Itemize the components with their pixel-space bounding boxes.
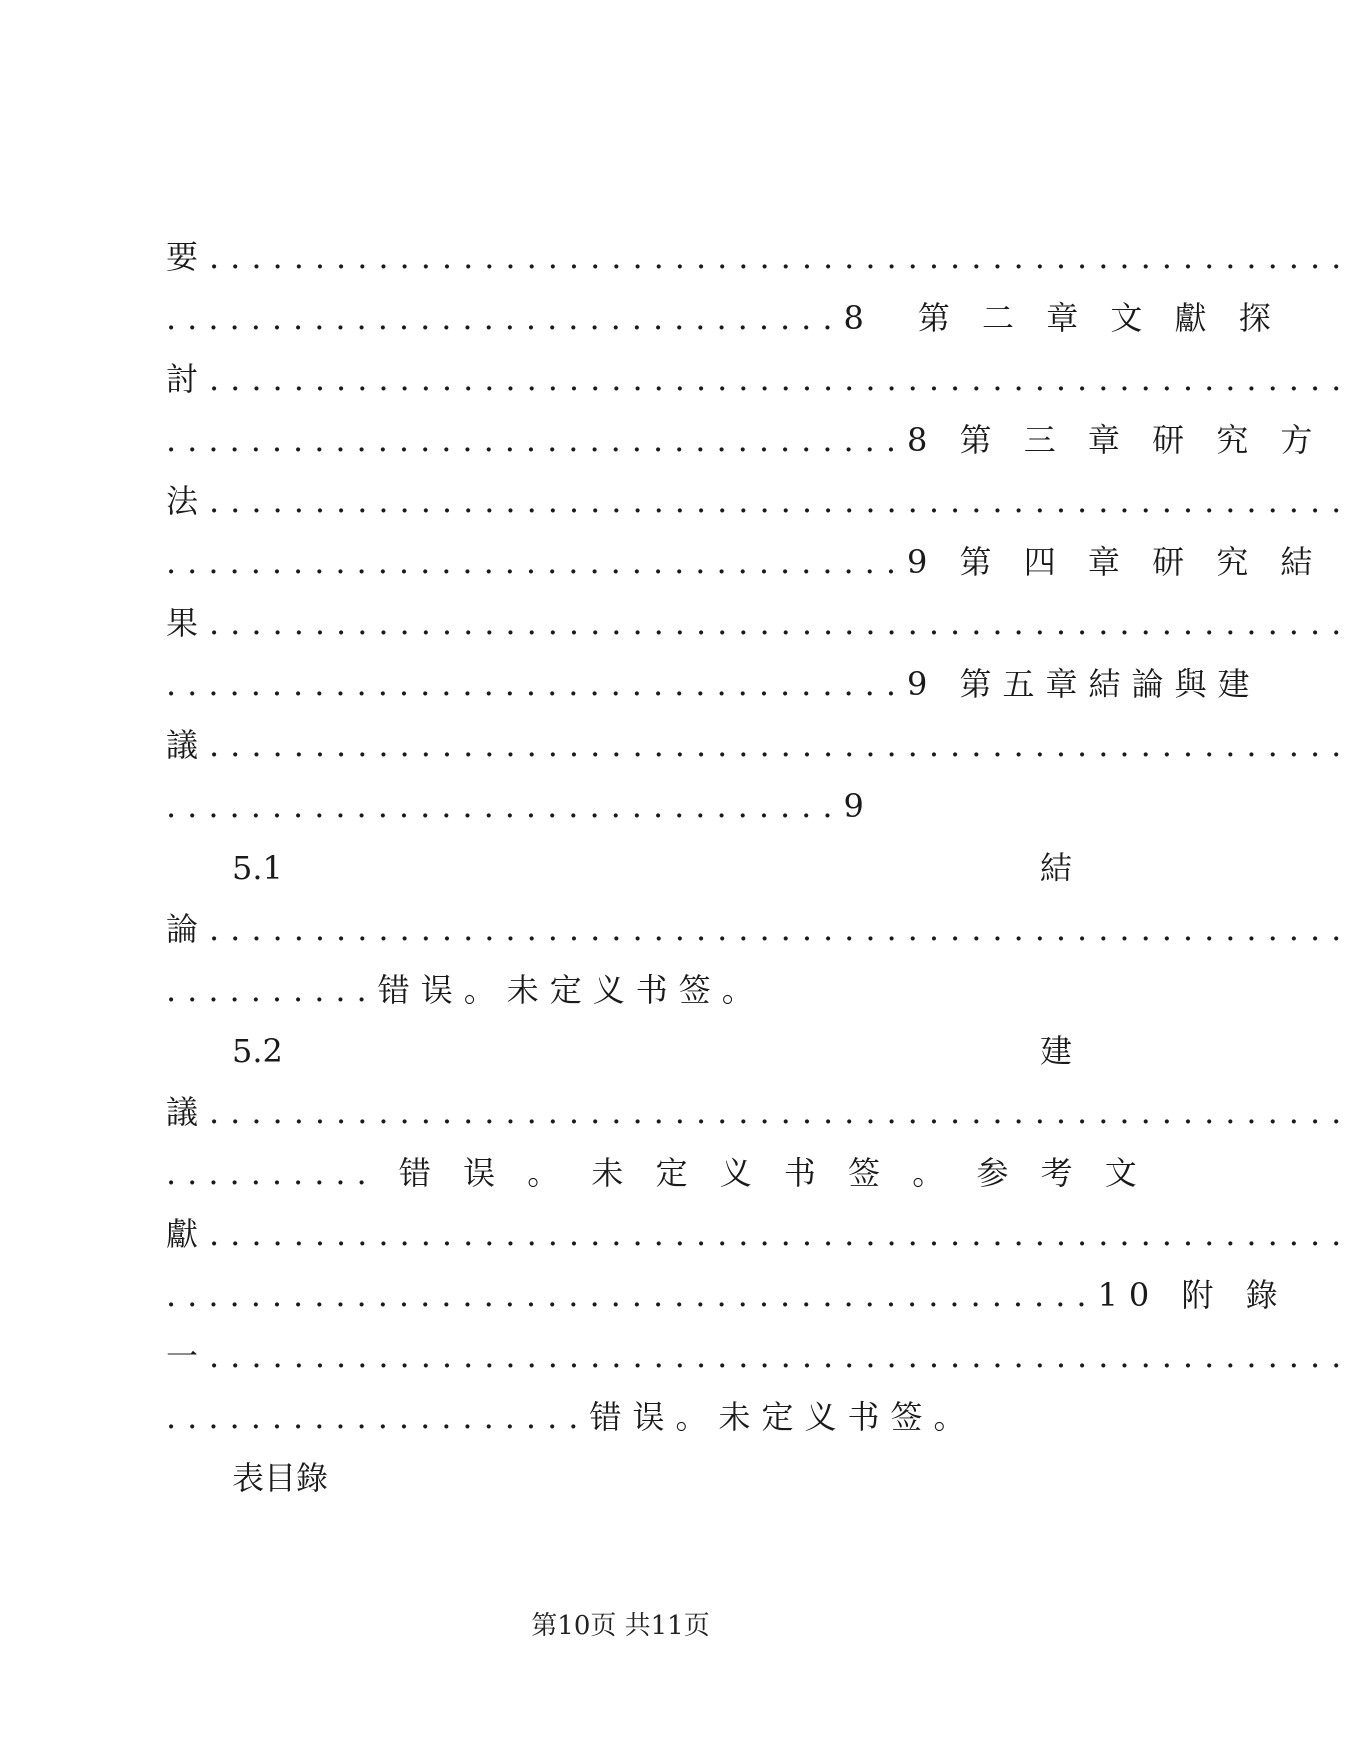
toc-line: ................................9: [166, 787, 875, 825]
toc-line: ................................8 第 二 章 文 獻 探: [166, 299, 1282, 337]
toc-line: 獻......................................................: [166, 1215, 1352, 1253]
toc-line: 要......................................................: [166, 238, 1352, 276]
toc-line: 議......................................................: [166, 1093, 1352, 1131]
toc-line: 果......................................................: [166, 604, 1352, 642]
section-number: 5.2: [232, 1032, 283, 1070]
section-title-start: 結: [1039, 849, 1072, 887]
toc-line: 論......................................................: [166, 910, 1352, 948]
toc-line: ...................................9 第 四 章 研 究 結: [166, 543, 1324, 581]
page-footer: 第10页 共11页: [531, 1611, 710, 1641]
toc-line: ...................................9 第五章結論與建: [166, 665, 1261, 703]
toc-line: 討......................................................: [166, 360, 1352, 398]
list-of-tables-heading: 表目錄: [232, 1459, 329, 1497]
section-number: 5.1: [232, 849, 283, 887]
toc-line: 一......................................................: [166, 1337, 1352, 1375]
toc-section-heading: [232, 1026, 1084, 1076]
toc-line: ...................................8 第 三 章 研 究 方: [166, 421, 1324, 459]
toc-line: ....................错误。未定义书签。: [166, 1398, 977, 1436]
toc-line: 法......................................................: [166, 482, 1352, 520]
toc-line: ..........错误。未定义书签。: [166, 971, 765, 1009]
toc-line: .......... 错 误 。 未 定 义 书 签 。 参 考 文: [166, 1154, 1148, 1192]
toc-line: ............................................10 附 錄: [166, 1276, 1289, 1314]
toc-section-heading: [232, 843, 1084, 893]
section-title-start: 建: [1039, 1032, 1072, 1070]
toc-line: 議......................................................: [166, 726, 1352, 764]
